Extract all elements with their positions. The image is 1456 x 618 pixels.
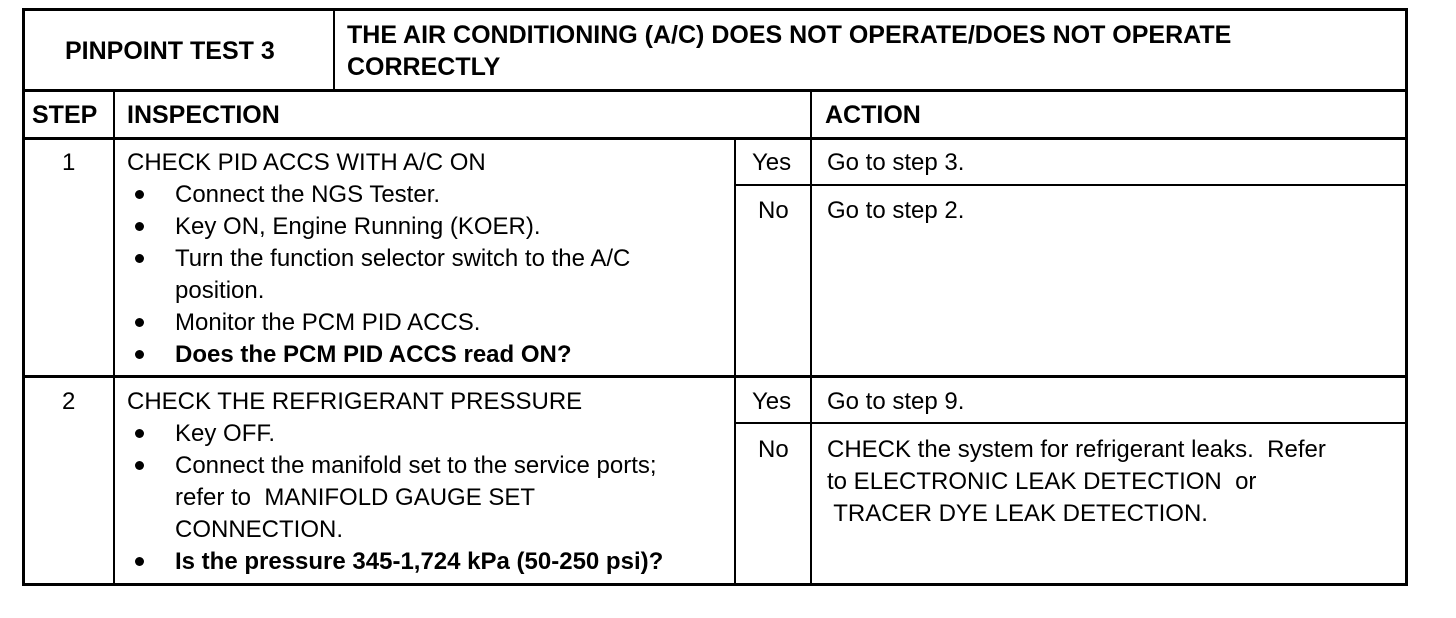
step-column-header: STEP — [32, 101, 98, 129]
title-divider — [333, 11, 335, 90]
step2-bullet-continuation: refer to MANIFOLD GAUGE SET — [175, 484, 536, 511]
step2-no-action-line: CHECK the system for refrigerant leaks. Refer — [827, 436, 1326, 463]
step2-yes-label: Yes — [752, 388, 792, 415]
step2-no-action-line: to ELECTRONIC LEAK DETECTION or — [827, 468, 1257, 495]
step1-no-label: No — [758, 197, 789, 224]
step2-yes-action: Go to step 9. — [827, 388, 965, 415]
page-title-line1: THE AIR CONDITIONING (A/C) DOES NOT OPERATE/DOES NOT OPERATE — [347, 21, 1232, 49]
inspection-column-header: INSPECTION — [127, 101, 280, 129]
action-column-divider — [810, 90, 812, 583]
step1-bullet: Key ON, Engine Running (KOER). — [175, 213, 541, 240]
step1-bullet: Monitor the PCM PID ACCS. — [175, 309, 481, 336]
header-bottom-rule — [25, 137, 1405, 140]
bullet-icon — [135, 350, 144, 359]
step2-no-label: No — [758, 436, 789, 463]
step2-no-action-line: TRACER DYE LEAK DETECTION. — [827, 500, 1208, 527]
step2-answer-divider — [735, 422, 1405, 424]
bullet-icon — [135, 557, 144, 566]
answer-column-divider — [734, 139, 736, 583]
step1-bullet: Connect the NGS Tester. — [175, 181, 441, 208]
step2-bullet-continuation: CONNECTION. — [175, 516, 343, 543]
step-column-divider — [113, 90, 115, 583]
step1-no-action: Go to step 2. — [827, 197, 965, 224]
pinpoint-test-table — [22, 8, 1408, 586]
step2-bullet: Connect the manifold set to the service ports; — [175, 452, 657, 479]
step1-question: Does the PCM PID ACCS read ON? — [175, 341, 572, 368]
title-bottom-rule — [25, 89, 1405, 92]
bullet-icon — [135, 222, 144, 231]
bullet-icon — [135, 190, 144, 199]
test-label: PINPOINT TEST 3 — [65, 37, 275, 65]
page-title-line2: CORRECTLY — [347, 53, 501, 81]
step2-question: Is the pressure 345-1,724 kPa (50-250 psi)? — [175, 548, 664, 575]
step2-bullet: Key OFF. — [175, 420, 276, 447]
action-column-header: ACTION — [825, 101, 921, 129]
bullet-icon — [135, 461, 144, 470]
bullet-icon — [135, 429, 144, 438]
step1-number: 1 — [62, 149, 76, 176]
step2-heading: CHECK THE REFRIGERANT PRESSURE — [127, 388, 583, 415]
step1-heading: CHECK PID ACCS WITH A/C ON — [127, 149, 486, 176]
step1-yes-label: Yes — [752, 149, 792, 176]
step2-number: 2 — [62, 388, 76, 415]
step1-answer-divider — [735, 184, 1405, 186]
step-divider — [25, 375, 1405, 378]
step1-yes-action: Go to step 3. — [827, 149, 965, 176]
step1-bullet: Turn the function selector switch to the A/C — [175, 245, 631, 272]
bullet-icon — [135, 254, 144, 263]
bullet-icon — [135, 318, 144, 327]
step1-bullet-continuation: position. — [175, 277, 265, 304]
